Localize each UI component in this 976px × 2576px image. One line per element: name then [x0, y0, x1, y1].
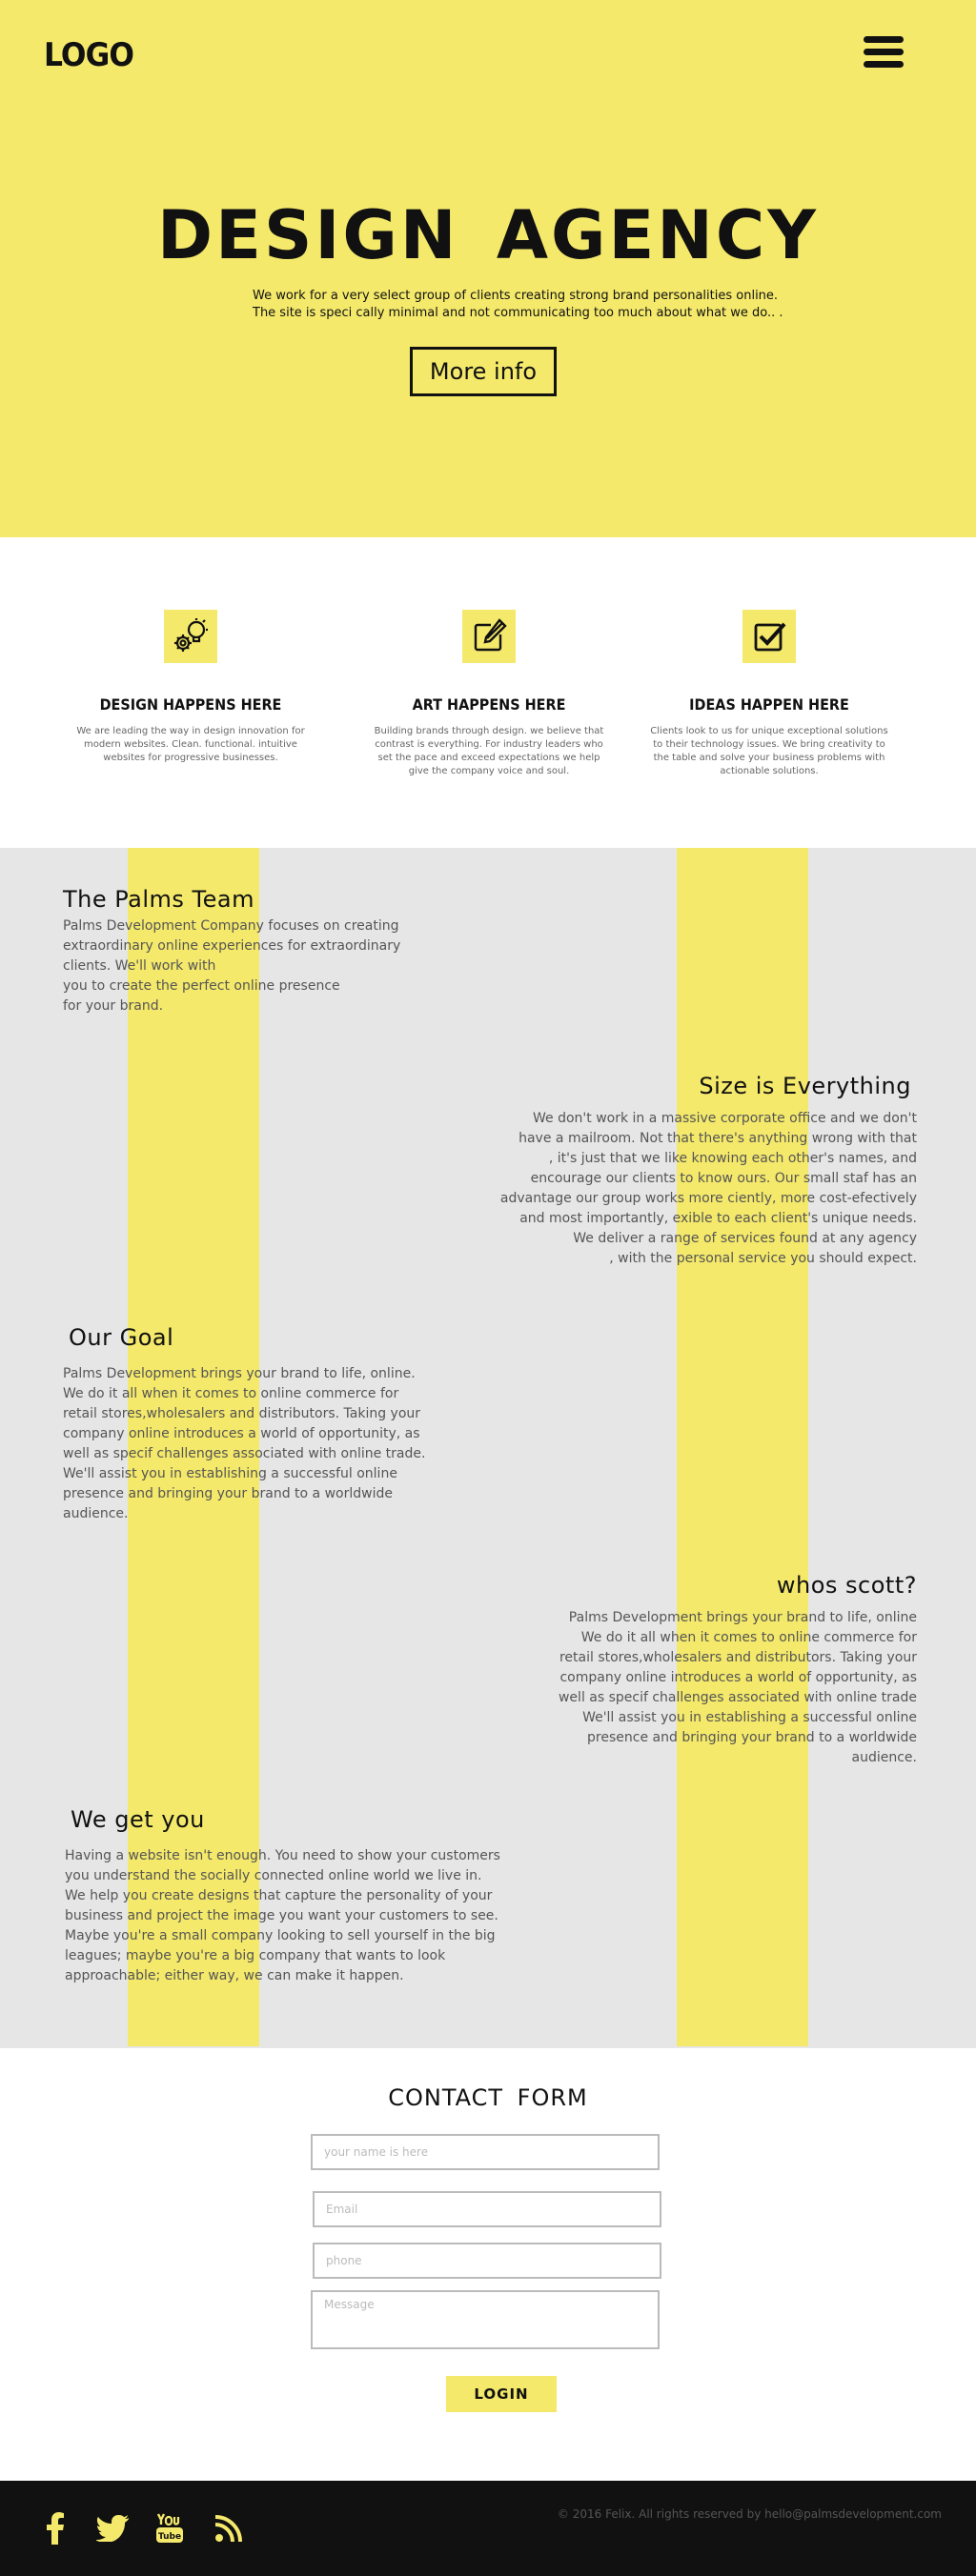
hero-text-line: The site is speci cally minimal and not communicating too much about what we do.. .: [253, 306, 783, 320]
logo[interactable]: LOGO: [44, 36, 133, 74]
hero-title: DESIGN AGENCY: [157, 196, 819, 274]
text-line: advantage our group works more ciently, more cost-efectively: [499, 1191, 917, 1206]
feature-art: [356, 610, 622, 778]
text-line: We'll assist you in establishing a successful online: [582, 1710, 917, 1725]
text-line: We help you create designs that capture the personality of your: [65, 1888, 493, 1903]
text-line: , it's just that we like knowing each other's names, and: [548, 1151, 917, 1166]
edit-pencil-icon: [462, 610, 516, 663]
text-line: Maybe you're a small company looking to sell yourself in the big: [65, 1928, 496, 1943]
text-line: approachable; either way, we can make it happen.: [65, 1968, 404, 1983]
text-line: Palms Development Company focuses on creating: [63, 918, 399, 934]
text-line: audience.: [63, 1506, 129, 1521]
footer: [0, 2481, 976, 2576]
text-line: Having a website isn't enough. You need to show your customers: [65, 1848, 500, 1863]
text-line: you to create the perfect online presence: [63, 978, 340, 994]
youtube-icon[interactable]: [149, 2507, 191, 2549]
text-line: well as specif challenges associated with online trade: [558, 1690, 917, 1705]
decorative-stripe: [677, 848, 808, 2046]
text-line: business and project the image you want your customers to see.: [65, 1908, 498, 1923]
our-goal-block: [63, 1324, 501, 1524]
text-line: you understand the socially connected online world we live in.: [65, 1868, 482, 1883]
facebook-icon[interactable]: [34, 2507, 76, 2549]
phone-input[interactable]: [313, 2243, 661, 2279]
text-line: encourage our clients to know ours. Our small staf has an: [530, 1171, 917, 1186]
text-line: retail stores,wholesalers and distributors. Taking your: [559, 1650, 917, 1665]
text-line: have a mailroom. Not that there's anything wrong with that: [518, 1131, 917, 1146]
section-title: We get you: [71, 1806, 205, 1833]
feature-text: Building brands through design. we believe that contrast is everything. For industry leaders who set the pace and exceed expectations we help give the company voice and soul.: [374, 726, 604, 776]
message-input[interactable]: [311, 2290, 660, 2349]
text-line: clients. We'll work with: [63, 958, 216, 974]
text-line: We'll assist you in establishing a successful online: [63, 1466, 397, 1481]
whos-scott-block: [477, 1572, 917, 1768]
section-text: [477, 1608, 917, 1768]
menu-bar: [864, 36, 904, 43]
feature-design: [57, 610, 324, 765]
hero-text-line: We work for a very select group of clients creating strong brand personalities online.: [253, 289, 779, 303]
text-line: We do it all when it comes to online commerce for: [580, 1630, 917, 1645]
size-block: [465, 1073, 917, 1269]
text-line: audience.: [851, 1750, 917, 1765]
text-line: We do it all when it comes to online commerce for: [63, 1386, 399, 1401]
hero-section: [0, 0, 976, 537]
copyright-text: © 2016 Felix. All rights reserved by hello@palmsdevelopment.com: [557, 2507, 942, 2521]
text-line: extraordinary online experiences for extraordinary: [63, 938, 401, 954]
section-title: Our Goal: [69, 1324, 174, 1351]
feature-title: IDEAS HAPPEN HERE: [689, 695, 849, 714]
rss-icon[interactable]: [208, 2507, 250, 2549]
text-line: company online introduces a world of opportunity, as: [559, 1670, 917, 1685]
contact-form-title: CONTACT FORM: [388, 2084, 588, 2111]
we-get-you-block: [65, 1806, 580, 1986]
checkbox-icon: [742, 610, 796, 663]
more-info-button[interactable]: More info: [410, 347, 557, 396]
svg-text:Tube: Tube: [157, 2532, 182, 2542]
login-button[interactable]: LOGIN: [446, 2376, 557, 2412]
section-text: [63, 916, 463, 1016]
palms-team-block: [63, 886, 463, 1016]
text-line: We don't work in a massive corporate office and we don't: [533, 1111, 917, 1126]
hamburger-menu-icon[interactable]: [864, 36, 904, 72]
text-line: presence and bringing your brand to a worldwide: [587, 1730, 917, 1745]
text-line: presence and bringing your brand to a worldwide: [63, 1486, 393, 1501]
text-line: for your brand.: [63, 998, 164, 1014]
text-line: retail stores,wholesalers and distributors. Taking your: [63, 1406, 421, 1421]
text-line: well as specif challenges associated with online trade.: [63, 1446, 426, 1461]
text-line: Palms Development brings your brand to life, online.: [63, 1366, 416, 1381]
section-text: [465, 1109, 917, 1269]
feature-text: We are leading the way in design innovation for modern websites. Clean. functional. intuitive websites for progressive businesses.: [76, 726, 305, 763]
menu-bar: [864, 61, 904, 68]
hero-description: [253, 288, 786, 322]
text-line: leagues; maybe you're a big company that wants to look: [65, 1948, 446, 1963]
section-title: Size is Everything: [699, 1073, 911, 1099]
feature-title: DESIGN HAPPENS HERE: [99, 695, 282, 714]
text-line: Palms Development brings your brand to life, online: [568, 1610, 917, 1625]
about-section: [0, 848, 976, 2048]
feature-title: ART HAPPENS HERE: [412, 695, 566, 714]
section-text: [63, 1364, 501, 1524]
menu-bar: [864, 49, 904, 55]
section-text: [65, 1846, 580, 1986]
feature-ideas: [636, 610, 903, 778]
feature-text: Clients look to us for unique exceptional solutions to their technology issues. We bring creativity to the table and solve your business problems with actionable solutions.: [650, 726, 888, 776]
twitter-icon[interactable]: [92, 2507, 133, 2549]
text-line: We deliver a range of services found at any agency: [573, 1231, 917, 1246]
gear-lightbulb-icon: [164, 610, 217, 663]
text-line: company online introduces a world of opportunity, as: [63, 1426, 420, 1441]
section-title: whos scott?: [776, 1572, 917, 1599]
text-line: , with the personal service you should expect.: [609, 1251, 917, 1266]
email-input[interactable]: [313, 2191, 661, 2227]
name-input[interactable]: [311, 2134, 660, 2170]
section-title: The Palms Team: [63, 886, 254, 913]
text-line: and most importantly, exible to each client's unique needs.: [519, 1211, 917, 1226]
